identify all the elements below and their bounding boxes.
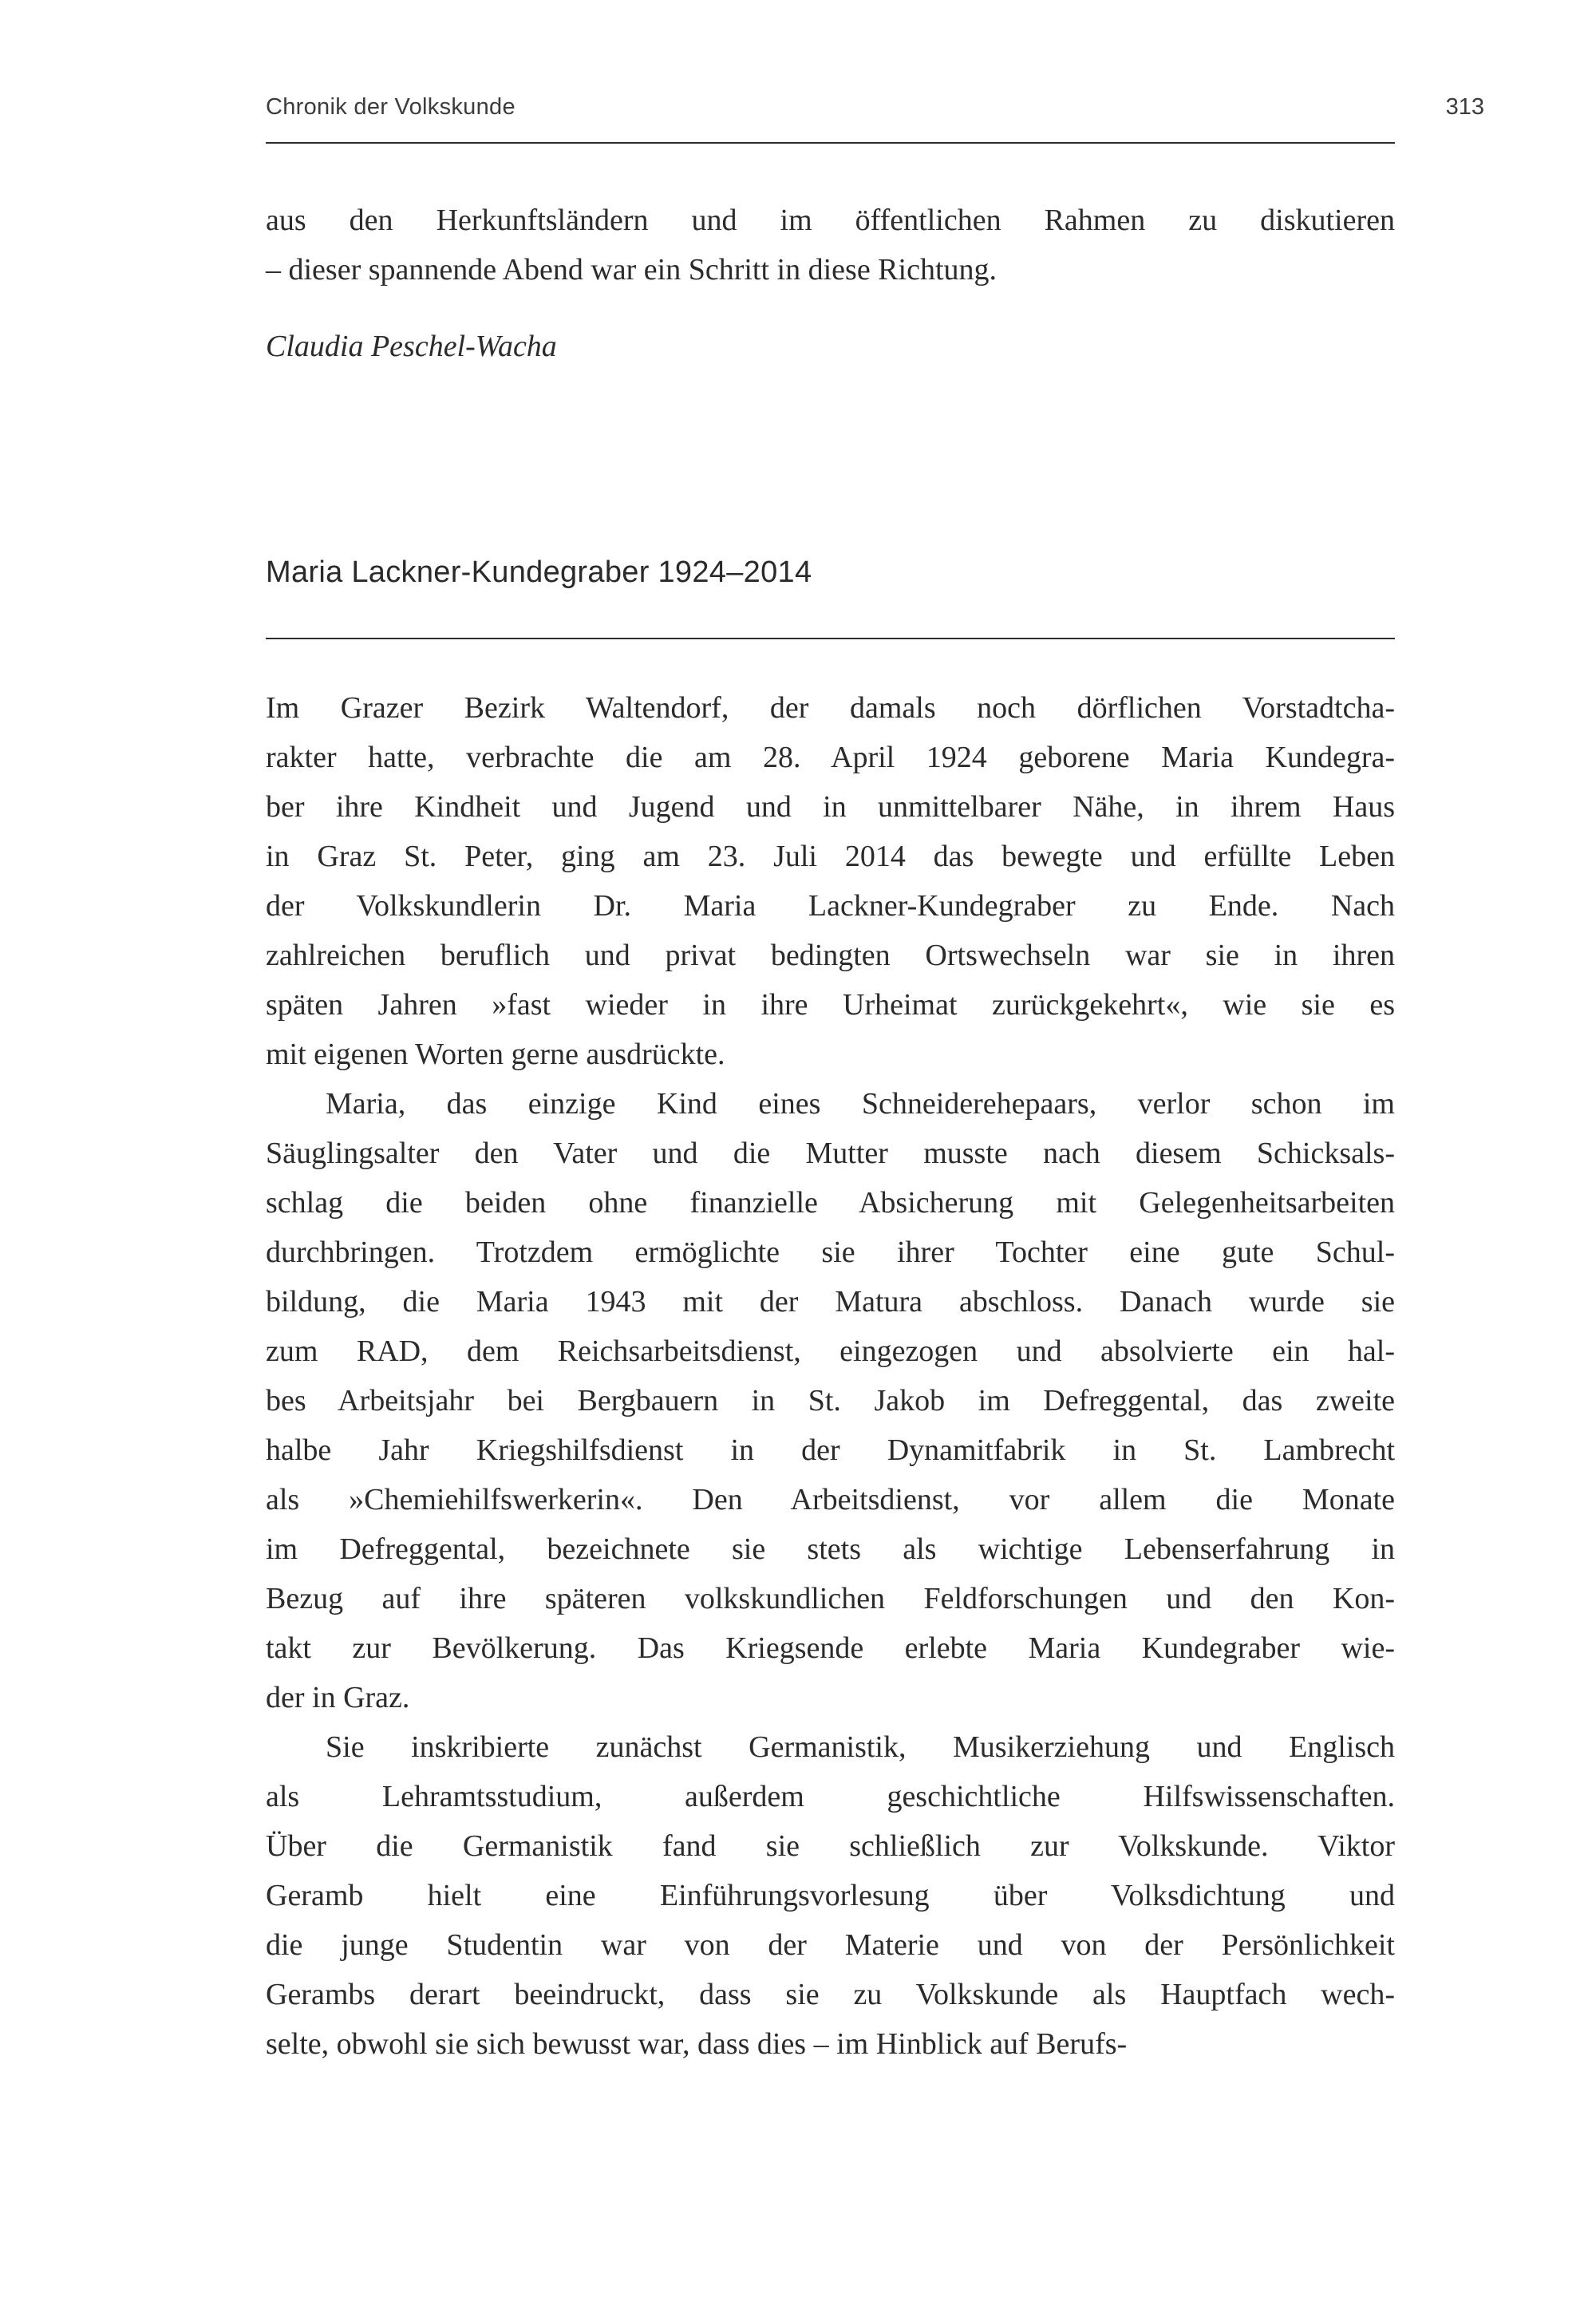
- text-line: zahlreichen beruflich und privat bedingten Ortswechseln war sie in ihren: [266, 939, 1395, 972]
- text-line: halbe Jahr Kriegshilfsdienst in der Dynamitfabrik in St. Lambrecht: [266, 1433, 1395, 1467]
- page-number: 313: [1445, 94, 1484, 120]
- text-line: schlag die beiden ohne finanzielle Absicherung mit Gelegenheitsarbeiten: [266, 1186, 1395, 1220]
- paragraph: [266, 1722, 1395, 2069]
- text-line: Säuglingsalter den Vater und die Mutter musste nach diesem Schicksals-: [266, 1137, 1395, 1170]
- text-line: Über die Germanistik fand sie schließlich zur Volkskunde. Viktor: [266, 1829, 1395, 1863]
- text-line: zum RAD, dem Reichsarbeitsdienst, eingezogen und absolvierte ein hal-: [266, 1334, 1395, 1368]
- text-line: ber ihre Kindheit und Jugend und in unmittelbarer Nähe, in ihrem Haus: [266, 790, 1395, 824]
- text-line: – dieser spannende Abend war ein Schritt in diese Richtung.: [266, 253, 998, 287]
- text-line: selte, obwohl sie sich bewusst war, dass dies – im Hinblick auf Berufs-: [266, 2027, 1128, 2061]
- text-line: durchbringen. Trotzdem ermöglichte sie ihrer Tochter eine gute Schul-: [266, 1236, 1395, 1269]
- text-line: späten Jahren »fast wieder in ihre Urheimat zurückgekehrt«, wie sie es: [266, 988, 1395, 1022]
- section-rule: [266, 638, 1395, 639]
- paragraph: [266, 1079, 1395, 1722]
- text-line: in Graz St. Peter, ging am 23. Juli 2014 das bewegte und erfüllte Leben: [266, 840, 1395, 873]
- text-line: Bezug auf ihre späteren volkskundlichen Feldforschungen und den Kon-: [266, 1582, 1395, 1615]
- author-byline: Claudia Peschel-Wacha: [266, 330, 557, 363]
- body-paragraphs: [266, 683, 1395, 2069]
- text-line: mit eigenen Worten gerne ausdrückte.: [266, 1038, 725, 1071]
- text-line: Sie inskribierte zunächst Germanistik, Musikerziehung und Englisch: [326, 1730, 1395, 1764]
- text-line: Maria, das einzige Kind eines Schneiderehepaars, verlor schon im: [326, 1087, 1395, 1121]
- text-line: Geramb hielt eine Einführungsvorlesung über Volksdichtung und: [266, 1879, 1395, 1912]
- text-line: der in Graz.: [266, 1681, 410, 1714]
- running-header-title: Chronik der Volkskunde: [266, 94, 516, 120]
- text-line: aus den Herkunftsländern und im öffentlichen Rahmen zu diskutieren: [266, 204, 1395, 237]
- text-line: als »Chemiehilfswerkerin«. Den Arbeitsdienst, vor allem die Monate: [266, 1483, 1395, 1516]
- text-line: der Volkskundlerin Dr. Maria Lackner-Kundegraber zu Ende. Nach: [266, 889, 1395, 923]
- section-title: Maria Lackner-Kundegraber 1924–2014: [266, 556, 812, 589]
- text-line: rakter hatte, verbrachte die am 28. April 1924 geborene Maria Kundegra-: [266, 741, 1395, 774]
- text-line: bes Arbeitsjahr bei Bergbauern in St. Jakob im Defreggental, das zweite: [266, 1384, 1395, 1417]
- text-line: takt zur Bevölkerung. Das Kriegsende erlebte Maria Kundegraber wie-: [266, 1631, 1395, 1665]
- text-line: als Lehramtsstudium, außerdem geschichtliche Hilfswissenschaften.: [266, 1780, 1395, 1813]
- text-line: die junge Studentin war von der Materie und von der Persönlichkeit: [266, 1928, 1395, 1962]
- text-line: Gerambs derart beeindruckt, dass sie zu Volkskunde als Hauptfach wech-: [266, 1978, 1395, 2011]
- text-line: bildung, die Maria 1943 mit der Matura abschloss. Danach wurde sie: [266, 1285, 1395, 1319]
- paragraph: [266, 196, 1395, 295]
- text-line: Im Grazer Bezirk Waltendorf, der damals noch dörflichen Vorstadtcha-: [266, 691, 1395, 725]
- text-line: im Defreggental, bezeichnete sie stets als wichtige Lebenserfahrung in: [266, 1532, 1395, 1566]
- intro-paragraph: [266, 196, 1395, 295]
- text-column: [266, 196, 1395, 2069]
- paragraph: [266, 683, 1395, 1079]
- header-rule: [266, 142, 1395, 144]
